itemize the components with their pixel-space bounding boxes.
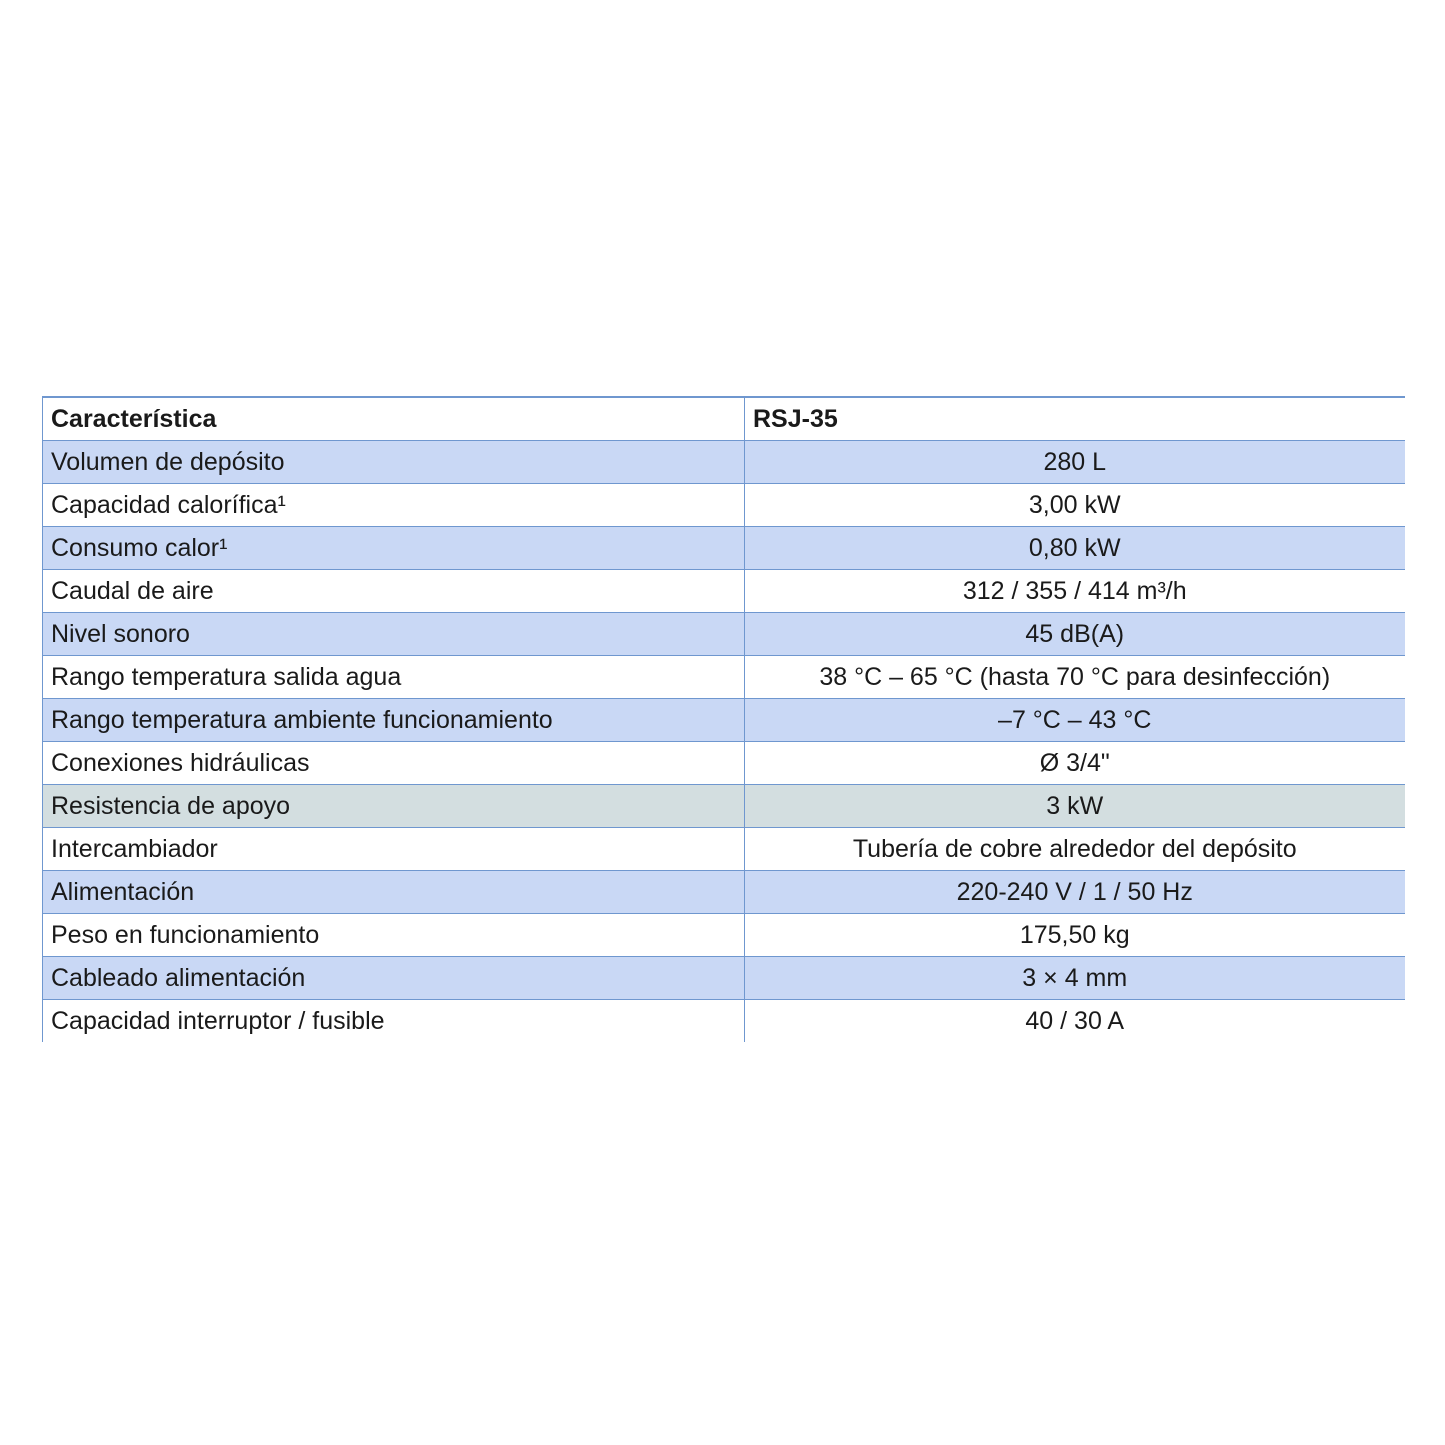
row-value: 45 dB(A) (745, 613, 1405, 656)
table-row (43, 1000, 1405, 1043)
row-key: Rango temperatura ambiente funcionamiento (43, 699, 745, 742)
row-key: Capacidad interruptor / fusible (43, 1000, 745, 1043)
row-value: 312 / 355 / 414 m³/h (745, 570, 1405, 613)
row-key: Intercambiador (43, 828, 745, 871)
table-header-row (43, 397, 1405, 441)
row-key: Consumo calor¹ (43, 527, 745, 570)
header-model: RSJ-35 (745, 397, 1405, 441)
row-key: Conexiones hidráulicas (43, 742, 745, 785)
row-value: 3,00 kW (745, 484, 1405, 527)
row-value: 3 kW (745, 785, 1405, 828)
row-key: Resistencia de apoyo (43, 785, 745, 828)
row-key: Caudal de aire (43, 570, 745, 613)
table-row (43, 828, 1405, 871)
row-value: 0,80 kW (745, 527, 1405, 570)
row-key: Capacidad calorífica¹ (43, 484, 745, 527)
row-key: Peso en funcionamiento (43, 914, 745, 957)
row-key: Alimentación (43, 871, 745, 914)
table-row (43, 742, 1405, 785)
table-row (43, 570, 1405, 613)
header-characteristic: Característica (43, 397, 745, 441)
row-key: Nivel sonoro (43, 613, 745, 656)
table-row (43, 871, 1405, 914)
row-value: –7 °C – 43 °C (745, 699, 1405, 742)
table-row (43, 699, 1405, 742)
table-row (43, 656, 1405, 699)
row-value: 40 / 30 A (745, 1000, 1405, 1043)
table-row (43, 957, 1405, 1000)
table-row (43, 527, 1405, 570)
row-value: 38 °C – 65 °C (hasta 70 °C para desinfección) (745, 656, 1405, 699)
table-body (43, 441, 1405, 1043)
row-value: 3 × 4 mm (745, 957, 1405, 1000)
row-value: Tubería de cobre alrededor del depósito (745, 828, 1405, 871)
table-row (43, 441, 1405, 484)
row-key: Rango temperatura salida agua (43, 656, 745, 699)
row-value: Ø 3/4" (745, 742, 1405, 785)
row-key: Cableado alimentación (43, 957, 745, 1000)
row-key: Volumen de depósito (43, 441, 745, 484)
row-value: 280 L (745, 441, 1405, 484)
table-row (43, 613, 1405, 656)
spec-table (42, 396, 1405, 1042)
row-value: 175,50 kg (745, 914, 1405, 957)
table-row (43, 484, 1405, 527)
row-value: 220-240 V / 1 / 50 Hz (745, 871, 1405, 914)
table-row (43, 785, 1405, 828)
table-row (43, 914, 1405, 957)
